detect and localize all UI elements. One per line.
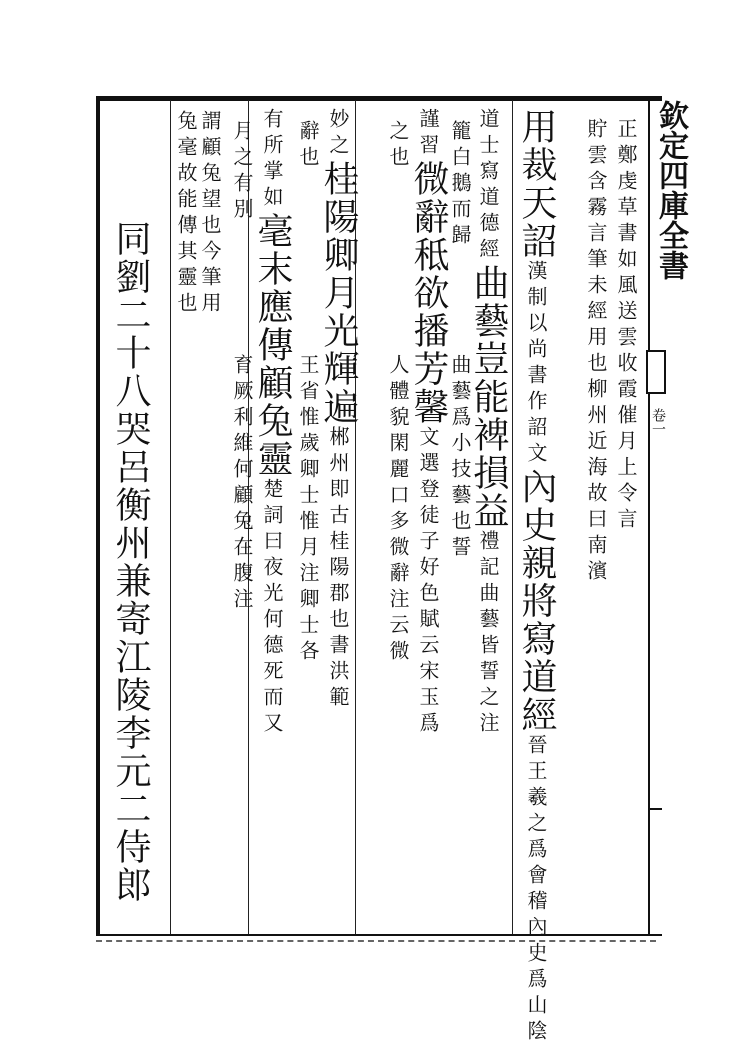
text-column-8 [318, 108, 359, 712]
margin-dash [648, 808, 662, 810]
frame-left-border [96, 96, 100, 936]
text-column-4 [468, 108, 509, 738]
text-column-12: 謂顧兔望也今筆用 [198, 110, 222, 318]
text-segment: 用裁天詔 [516, 108, 557, 260]
frame-bottom-dash [96, 940, 656, 942]
text-segment: 桂陽卿月光輝遍 [318, 160, 359, 426]
fish-tail-mark [646, 350, 666, 394]
text-column-9: 辭也 王省惟歲卿士惟月注卿士各 [296, 120, 320, 666]
text-column-5: 籠白鵝而歸 曲藝爲小技藝也誓 [448, 120, 472, 562]
text-column-3 [516, 108, 557, 1046]
poem-title-column: 同劉二十八哭呂衡州兼寄江陵李元二侍郎 [110, 220, 151, 904]
frame-top-border [96, 96, 662, 101]
text-segment: 文選登徒子好色賦云宋玉爲 [416, 426, 440, 738]
text-segment: 漢制以尚書作詔文 [524, 260, 548, 468]
text-segment: 毫末應傳顧兔靈 [252, 212, 293, 478]
column-rule [512, 100, 513, 934]
text-segment: 妙之 [326, 108, 350, 160]
book-title: 欽定四庫全書 [653, 100, 688, 280]
text-segment: 道士寫道德經 [476, 108, 500, 264]
text-segment: 有所掌如 [260, 108, 284, 212]
text-column-10 [252, 108, 293, 738]
text-segment: 晉王羲之爲會稽內史爲山陰 [524, 734, 548, 1046]
text-column-1: 正鄭虔草書如風送雲收霞催月上令言 [614, 118, 638, 534]
column-rule [170, 100, 171, 934]
text-column-2: 貯雲含霧言筆未經用也柳州近海故曰南濱 [584, 118, 608, 586]
text-segment: 微辭秪欲播芳馨 [408, 160, 449, 426]
text-segment: 禮記曲藝皆誓之注 [476, 530, 500, 738]
text-segment: 曲藝豈能裨損益 [468, 264, 509, 530]
text-segment: 郴州即古桂陽郡也書洪範 [326, 426, 350, 712]
text-segment: 內史親將寫道經 [516, 468, 557, 734]
text-segment: 謹習 [416, 108, 440, 160]
text-column-6 [408, 108, 449, 738]
text-column-13: 兔毫故能傳其靈也 [174, 110, 198, 318]
text-column-7: 之也 人體貌閑麗口多微辭注云微 [386, 120, 410, 666]
text-column-11: 月之有別 育厥利維何顧兔在腹注 [230, 120, 254, 614]
text-segment: 楚詞曰夜光何德死而又 [260, 478, 284, 738]
frame-bottom-border [96, 934, 662, 936]
volume-label: 卷一 [650, 408, 666, 436]
